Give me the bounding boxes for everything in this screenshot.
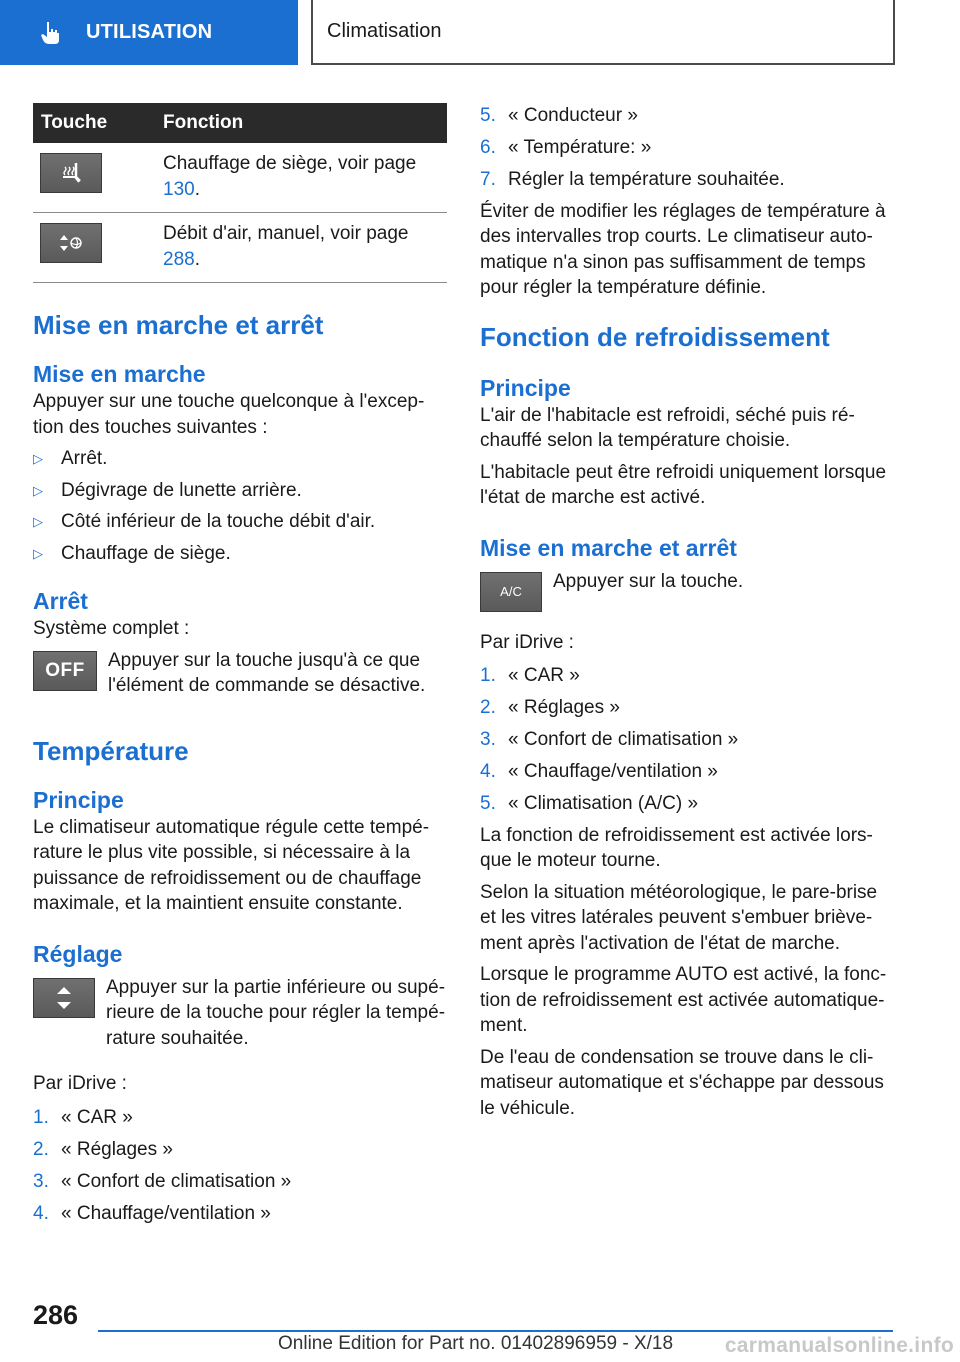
step-text: « Chauffage/ventilation » <box>508 761 718 782</box>
section-title: UTILISATION <box>86 21 213 43</box>
section-tab[interactable] <box>0 0 298 65</box>
keys-table <box>33 103 447 283</box>
idrive-steps-continued <box>480 103 892 193</box>
off-button: OFF <box>33 651 97 691</box>
off-text: Appuyer sur la touche jusqu'à ce que l'élément de commande se désactive. <box>108 649 426 696</box>
cooling-active-text: La fonction de refroidissement est activée lors-que le moteur tourne. <box>480 824 873 871</box>
list-item <box>33 1169 448 1195</box>
list-item <box>33 1105 448 1131</box>
list-item: ▷ Dégivrage de lunette arrière. <box>33 478 448 504</box>
list-item: ▷ Côté inférieur de la touche débit d'air. <box>33 509 448 535</box>
punctuation: . <box>194 248 200 270</box>
air-flow-text: Débit d'air, manuel, voir page <box>163 223 409 244</box>
off-row <box>33 648 448 699</box>
idrive-label: Par iDrive : <box>33 1073 127 1094</box>
heading-temperature: Température <box>33 735 189 766</box>
table-row <box>33 143 447 213</box>
list-item: ▷ Chauffage de siège. <box>33 541 448 567</box>
step-text: « Climatisation (A/C) » <box>508 793 699 814</box>
chapter-header <box>311 0 895 65</box>
setting-row <box>33 975 448 1052</box>
ac-row <box>480 569 892 612</box>
air-flow-button <box>40 223 102 263</box>
off-intro-text: Système complet : <box>33 618 190 639</box>
list-item <box>480 663 892 689</box>
page-number: 286 <box>33 1300 79 1330</box>
on-intro-text: Appuyer sur une touche quelconque à l'excep-tion des touches suivantes : <box>33 391 425 438</box>
list-item <box>33 1137 448 1163</box>
step-text: « CAR » <box>61 1106 133 1128</box>
principle-text: Le climatiseur automatique régule cette tempé-rature le plus vite possible, si nécessaire à la puissance de refroidissement ou de chauffage maximale, et la maintient ensuite constante. <box>33 816 430 914</box>
step-text: « Réglages » <box>508 697 620 718</box>
table-header-key: Touche <box>33 103 163 143</box>
temperature-button <box>33 978 95 1018</box>
step-number: 4. <box>33 1202 49 1224</box>
list-item <box>480 167 892 193</box>
step-text: « Conducteur » <box>508 105 638 126</box>
step-text: « Réglages » <box>61 1138 173 1160</box>
heading-cooling: Fonction de refroidissement <box>480 321 830 352</box>
table-row <box>33 213 447 283</box>
seat-heating-button <box>40 153 102 193</box>
heading-principle: Principe <box>33 786 124 813</box>
air-flow-icon <box>56 231 86 255</box>
up-down-arrows-icon <box>54 983 74 1013</box>
heading-principle: Principe <box>480 374 571 401</box>
step-text: « Température: » <box>508 137 652 158</box>
step-number: 7. <box>480 169 496 190</box>
step-number: 4. <box>480 761 496 782</box>
list-item <box>480 759 892 785</box>
step-text: « Confort de climatisation » <box>508 729 739 750</box>
list-item: ▷ Arrêt. <box>33 446 448 472</box>
heading-setting: Réglage <box>33 940 123 967</box>
heading-on-off: Mise en marche et arrêt <box>480 534 737 561</box>
seat-heating-text: Chauffage de siège, voir page <box>163 153 417 174</box>
heading-on: Mise en marche <box>33 361 206 387</box>
left-column <box>33 103 448 1226</box>
footer-edition: Online Edition for Part no. 01402896959 - X/18 <box>278 1333 674 1354</box>
step-number: 5. <box>480 105 496 126</box>
step-text: « Confort de climatisation » <box>61 1170 292 1192</box>
step-number: 2. <box>33 1138 49 1160</box>
footer-divider <box>98 1330 893 1332</box>
step-number: 5. <box>480 793 496 814</box>
avoid-text: Éviter de modifier les réglages de température à des intervalles trop courts. Le climatiseur auto-matique n'a sinon pas suffisamment de temps pour régler la température définie. <box>480 200 886 298</box>
step-number: 3. <box>480 729 496 750</box>
step-number: 2. <box>480 697 496 718</box>
page-link-130[interactable]: 130 <box>163 178 195 200</box>
heading-off: Arrêt <box>33 588 88 614</box>
idrive-label: Par iDrive : <box>480 631 574 653</box>
chapter-title: Climatisation <box>327 20 442 42</box>
auto-program-text: Lorsque le programme AUTO est activé, la fonc-tion de refroidissement est activée automatique-ment. <box>480 964 887 1036</box>
list-item <box>480 695 892 721</box>
table-header-function: Fonction <box>163 103 447 143</box>
ac-text: Appuyer sur la touche. <box>553 570 744 592</box>
list-item <box>33 1201 448 1227</box>
idrive-steps-cooling <box>480 663 892 817</box>
step-text: Régler la température souhaitée. <box>508 169 785 190</box>
weather-text: Selon la situation météorologique, le pare-brise et les vitres latérales peuvent s'embuer briève-ment après l'activation de l'état de marche. <box>480 881 878 954</box>
seat-heating-icon <box>57 161 85 185</box>
table-header-row <box>33 103 447 143</box>
principle-text-1: L'air de l'habitacle est refroidi, séché puis ré-chauffé selon la température choisie. <box>480 404 855 451</box>
right-column <box>480 103 892 1121</box>
idrive-steps <box>33 1105 448 1227</box>
page-link-288[interactable]: 288 <box>163 248 195 270</box>
hand-pointer-icon <box>38 20 64 46</box>
list-item <box>480 135 892 161</box>
list-item <box>480 791 892 817</box>
list-item <box>480 727 892 753</box>
step-number: 6. <box>480 137 496 158</box>
watermark: carmanualsonline.info <box>724 1334 954 1357</box>
list-item <box>480 103 892 129</box>
exception-list <box>33 446 448 566</box>
step-text: « CAR » <box>508 665 580 686</box>
step-text: « Chauffage/ventilation » <box>61 1202 271 1224</box>
step-number: 3. <box>33 1170 49 1192</box>
step-number: 1. <box>480 665 496 686</box>
condensation-text: De l'eau de condensation se trouve dans le cli-matiseur automatique et s'échappe par dessous le véhicule. <box>480 1046 884 1119</box>
punctuation: . <box>194 178 200 200</box>
principle-text-2: L'habitacle peut être refroidi uniquement lorsque l'état de marche est activé. <box>480 461 887 508</box>
step-number: 1. <box>33 1106 49 1128</box>
ac-button: A/C <box>480 572 542 612</box>
setting-text: Appuyer sur la partie inférieure ou supé-rieure de la touche pour régler la tempé-rature souhaitée. <box>106 976 446 1049</box>
heading-on-off: Mise en marche et arrêt <box>33 310 324 340</box>
